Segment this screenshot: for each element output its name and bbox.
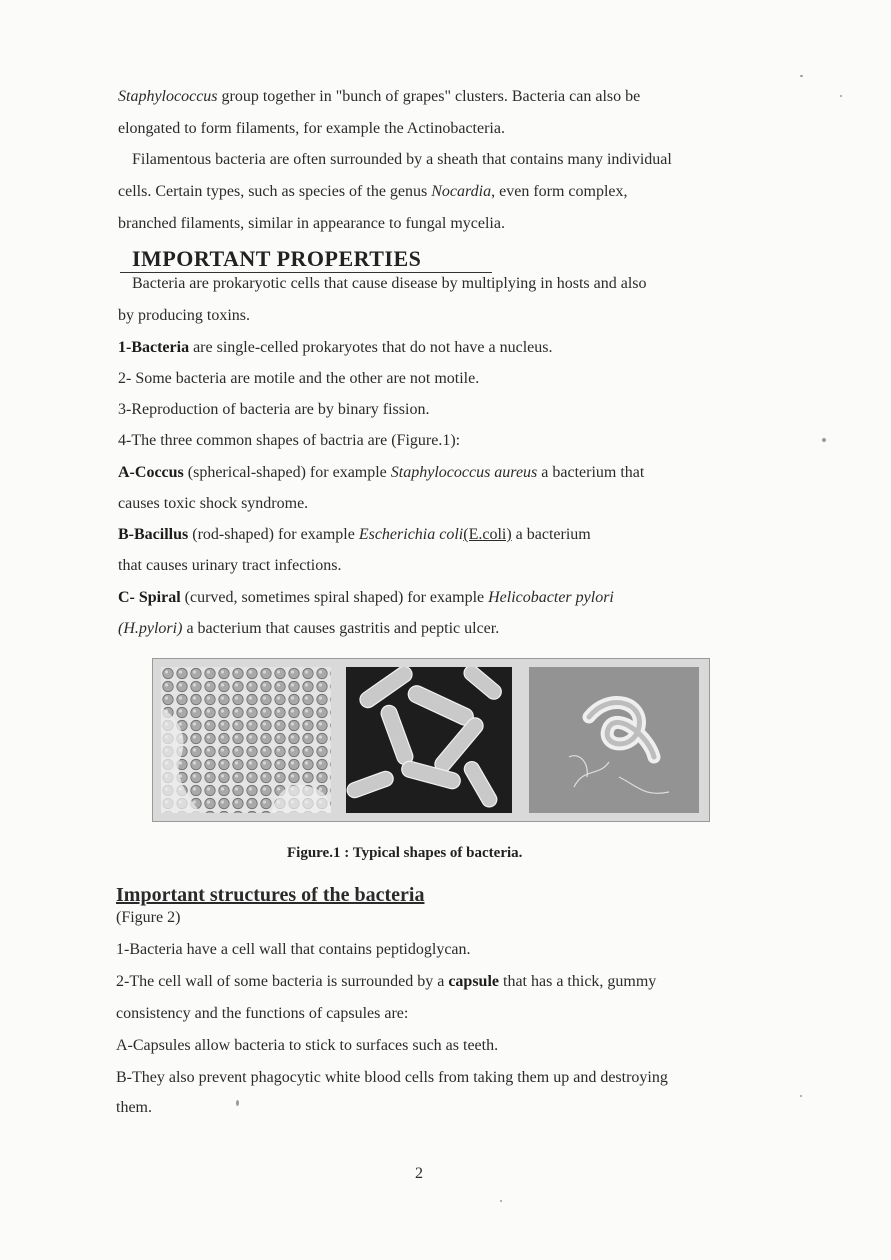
scan-speck bbox=[500, 1200, 502, 1202]
shape-a-line-2: causes toxic shock syndrome. bbox=[118, 495, 309, 512]
structure-item-1: 1-Bacteria have a cell wall that contains peptidoglycan. bbox=[116, 941, 471, 958]
structures-subheading: (Figure 2) bbox=[116, 909, 181, 926]
scan-speck bbox=[800, 75, 803, 77]
figure-bacteria-shapes bbox=[152, 658, 710, 822]
scan-speck bbox=[840, 95, 842, 97]
structure-item-2-line-1: 2-The cell wall of some bacteria is surrounded by a capsule that has a thick, gummy bbox=[116, 973, 657, 990]
scan-speck bbox=[822, 438, 826, 442]
spiral-micrograph bbox=[529, 667, 699, 813]
intro-line-5: branched filaments, similar in appearance to fungal mycelia. bbox=[118, 215, 505, 232]
bacillus-micrograph bbox=[346, 667, 512, 813]
coccus-micrograph bbox=[161, 667, 331, 813]
shape-c-line-1: C- Spiral (curved, sometimes spiral shaped) for example Helicobacter pylori bbox=[118, 589, 614, 606]
structure-item-2-line-2: consistency and the functions of capsules are: bbox=[116, 1005, 409, 1022]
properties-paragraph-line-2: by producing toxins. bbox=[118, 307, 250, 324]
property-item-3: 3-Reproduction of bacteria are by binary fission. bbox=[118, 401, 430, 418]
section-heading-important-structures: Important structures of the bacteria bbox=[116, 884, 425, 906]
intro-line-1: Staphylococcus group together in "bunch of grapes" clusters. Bacteria can also be bbox=[118, 88, 641, 105]
intro-line-3: Filamentous bacteria are often surrounded by a sheath that contains many individual bbox=[132, 151, 672, 168]
page-number: 2 bbox=[415, 1165, 423, 1182]
shape-b-line-1: B-Bacillus (rod-shaped) for example Escherichia coli(E.coli) a bacterium bbox=[118, 526, 591, 543]
scan-speck bbox=[236, 1100, 239, 1106]
property-item-4: 4-The three common shapes of bactria are (Figure.1): bbox=[118, 432, 461, 449]
shape-a-line-1: A-Coccus (spherical-shaped) for example Staphylococcus aureus a bacterium that bbox=[118, 464, 645, 481]
figure-caption: Figure.1 : Typical shapes of bacteria. bbox=[287, 845, 523, 861]
property-item-1: 1-Bacteria are single-celled prokaryotes that do not have a nucleus. bbox=[118, 339, 553, 356]
section-heading-important-properties: IMPORTANT PROPERTIES bbox=[120, 246, 492, 273]
shape-b-line-2: that causes urinary tract infections. bbox=[118, 557, 342, 574]
property-item-2: 2- Some bacteria are motile and the other are not motile. bbox=[118, 370, 480, 387]
shape-c-line-2: (H.pylori) a bacterium that causes gastritis and peptic ulcer. bbox=[118, 620, 500, 637]
capsule-function-b-line-2: them. bbox=[116, 1099, 152, 1116]
capsule-function-b-line-1: B-They also prevent phagocytic white blood cells from taking them up and destroying bbox=[116, 1069, 668, 1086]
scan-speck bbox=[800, 1095, 802, 1097]
properties-paragraph-line-1: Bacteria are prokaryotic cells that cause disease by multiplying in hosts and also bbox=[132, 275, 647, 292]
intro-line-4: cells. Certain types, such as species of the genus Nocardia, even form complex, bbox=[118, 183, 628, 200]
capsule-function-a: A-Capsules allow bacteria to stick to surfaces such as teeth. bbox=[116, 1037, 499, 1054]
intro-line-2: elongated to form filaments, for example the Actinobacteria. bbox=[118, 120, 505, 137]
